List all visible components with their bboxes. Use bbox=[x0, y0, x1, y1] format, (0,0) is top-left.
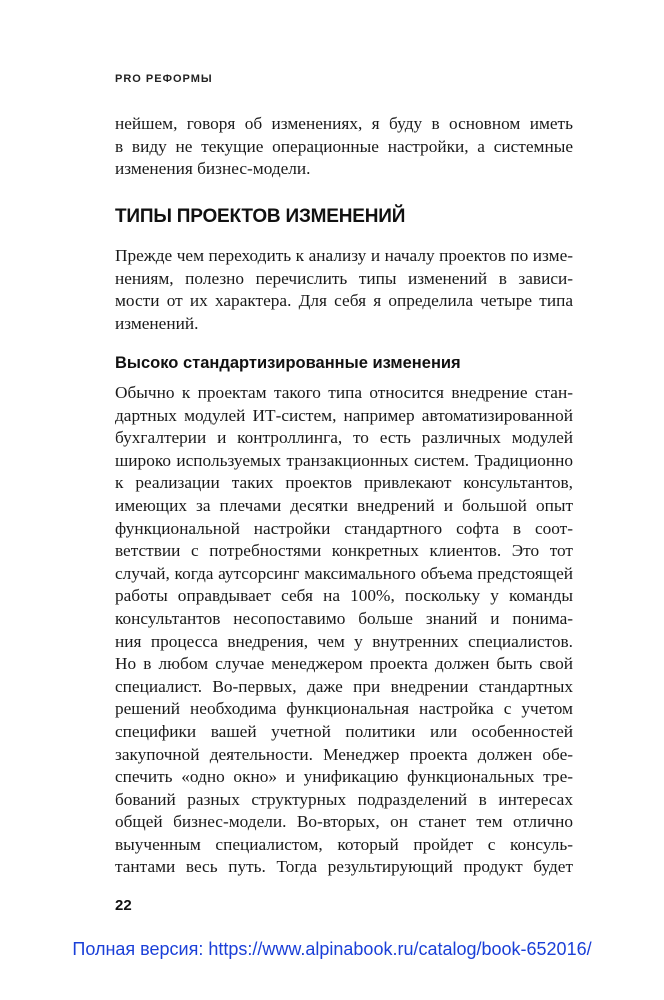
text-line: в виду не текущие операционные настройки, а системные bbox=[115, 136, 573, 156]
text-line: случай, когда аутсорсинг максимального объема предстоящей bbox=[115, 563, 573, 583]
text-line: Прежде чем переходить к анализу и началу проектов по изме- bbox=[115, 246, 573, 265]
text-line: специфики вашей учетной политики или особенностей bbox=[115, 721, 573, 741]
text-line: к реализации таких проектов привлекают консультантов, bbox=[115, 473, 573, 493]
text-line: Но в любом случае менеджером проекта должен быть свой bbox=[115, 654, 573, 674]
text-line: бований разных структурных подразделений в интересах bbox=[115, 789, 573, 809]
text-line: мости от их характера. Для себя я определила четыре типа bbox=[115, 291, 573, 311]
text-line: спечить «одно окно» и унификацию функциональных тре- bbox=[115, 767, 573, 787]
text-line: закупочной деятельности. Менеджер проекта должен обе- bbox=[115, 744, 573, 764]
text-line: нейшем, говоря об изменениях, я буду в основном иметь bbox=[115, 114, 573, 133]
text-line: Обычно к проектам такого типа относится внедрение стан- bbox=[115, 383, 573, 402]
text-line: широко используемых транзакционных систем. Традиционно bbox=[115, 450, 573, 470]
text-line: изменений. bbox=[115, 313, 199, 333]
text-line: изменения бизнес-модели. bbox=[115, 159, 311, 179]
text-line: выученным специалистом, который пройдет с консуль- bbox=[115, 834, 573, 854]
text-line: консультантов несопоставимо больше знаний и понима- bbox=[115, 608, 573, 628]
intro-paragraph bbox=[115, 113, 573, 181]
text-line: ветствии с потребностями конкретных клиентов. Это тот bbox=[115, 541, 573, 561]
text-line: нениям, полезно перечислить типы изменений в зависи- bbox=[115, 268, 573, 288]
subsection-heading: Высоко стандартизированные изменения bbox=[115, 354, 461, 372]
text-line: дартных модулей ИТ-систем, например автоматизированной bbox=[115, 405, 573, 425]
text-line: имеющих за плечами десятки внедрений и большой опыт bbox=[115, 495, 573, 515]
text-line: функциональной настройки стандартного софта в соот- bbox=[115, 518, 573, 538]
text-line: работы оправдывает себя на 100%, поскольку у команды bbox=[115, 586, 573, 606]
subsection-paragraph bbox=[115, 382, 573, 879]
page-number: 22 bbox=[115, 897, 132, 914]
text-line: бухгалтерии и контроллинга, то есть различных модулей bbox=[115, 428, 573, 448]
full-version-link[interactable]: Полная версия: https://www.alpinabook.ru/catalog/book-652016/ bbox=[72, 939, 592, 959]
text-line: ния процесса внедрения, чем у внутренних специалистов. bbox=[115, 631, 573, 651]
section-paragraph bbox=[115, 245, 573, 335]
section-heading: ТИПЫ ПРОЕКТОВ ИЗМЕНЕНИЙ bbox=[115, 206, 406, 227]
text-line: специалист. Во-первых, даже при внедрении стандартных bbox=[115, 676, 573, 696]
text-line: общей бизнес-модели. Во-вторых, он станет тем отлично bbox=[115, 812, 573, 832]
running-head: PRO РЕФОРМЫ bbox=[115, 73, 213, 85]
text-line: тантами весь путь. Тогда результирующий продукт будет bbox=[115, 857, 573, 877]
text-line: решений необходима функциональная настройка с учетом bbox=[115, 699, 573, 719]
